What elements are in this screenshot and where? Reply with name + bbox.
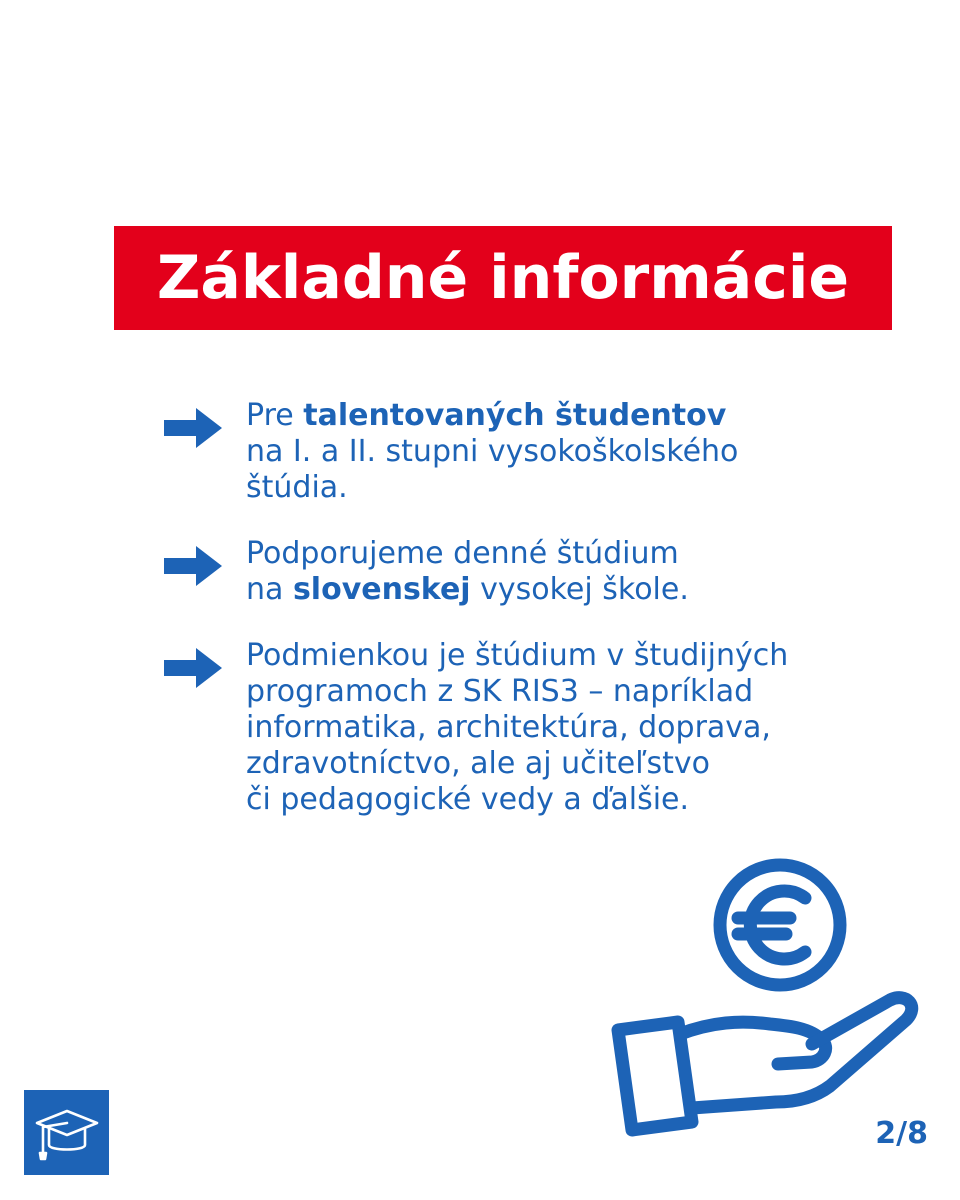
bullet-line: či pedagogické vedy a ďalšie. [246,782,690,817]
page-title: Základné informácie [156,243,850,313]
arrow-right-icon [164,408,222,448]
bullet-line: Podmienkou je štúdium v študijných [246,638,789,673]
list-item [162,638,862,818]
bullet-line: na slovenskej vysokej škole. [246,572,689,607]
bullet-line: na I. a II. stupni vysokoškolského [246,434,739,469]
arrow-right-icon [164,648,222,688]
list-item [162,398,862,506]
arrow-right-icon [164,546,222,586]
hand-euro-coin-icon [600,850,930,1140]
bullet-line: Podporujeme denné štúdium [246,536,679,571]
bullet-line: zdravotníctvo, ale aj učiteľstvo [246,746,710,781]
bullet-line: Pre talentovaných študentov [246,398,727,433]
graduation-badge [24,1090,109,1175]
euro-coin-icon [720,865,840,985]
bullet-line: štúdia. [246,470,348,505]
bullet-line: programoch z SK RIS3 – napríklad [246,674,754,709]
bullet-text [246,638,862,818]
bullet-text [246,536,862,608]
bullet-line: informatika, architektúra, doprava, [246,710,771,745]
bullet-text [246,398,862,506]
page-counter: 2/8 [875,1116,928,1151]
title-banner [114,226,892,330]
graduation-cap-icon [33,1099,101,1167]
list-item [162,536,862,608]
bullet-list [162,398,862,848]
